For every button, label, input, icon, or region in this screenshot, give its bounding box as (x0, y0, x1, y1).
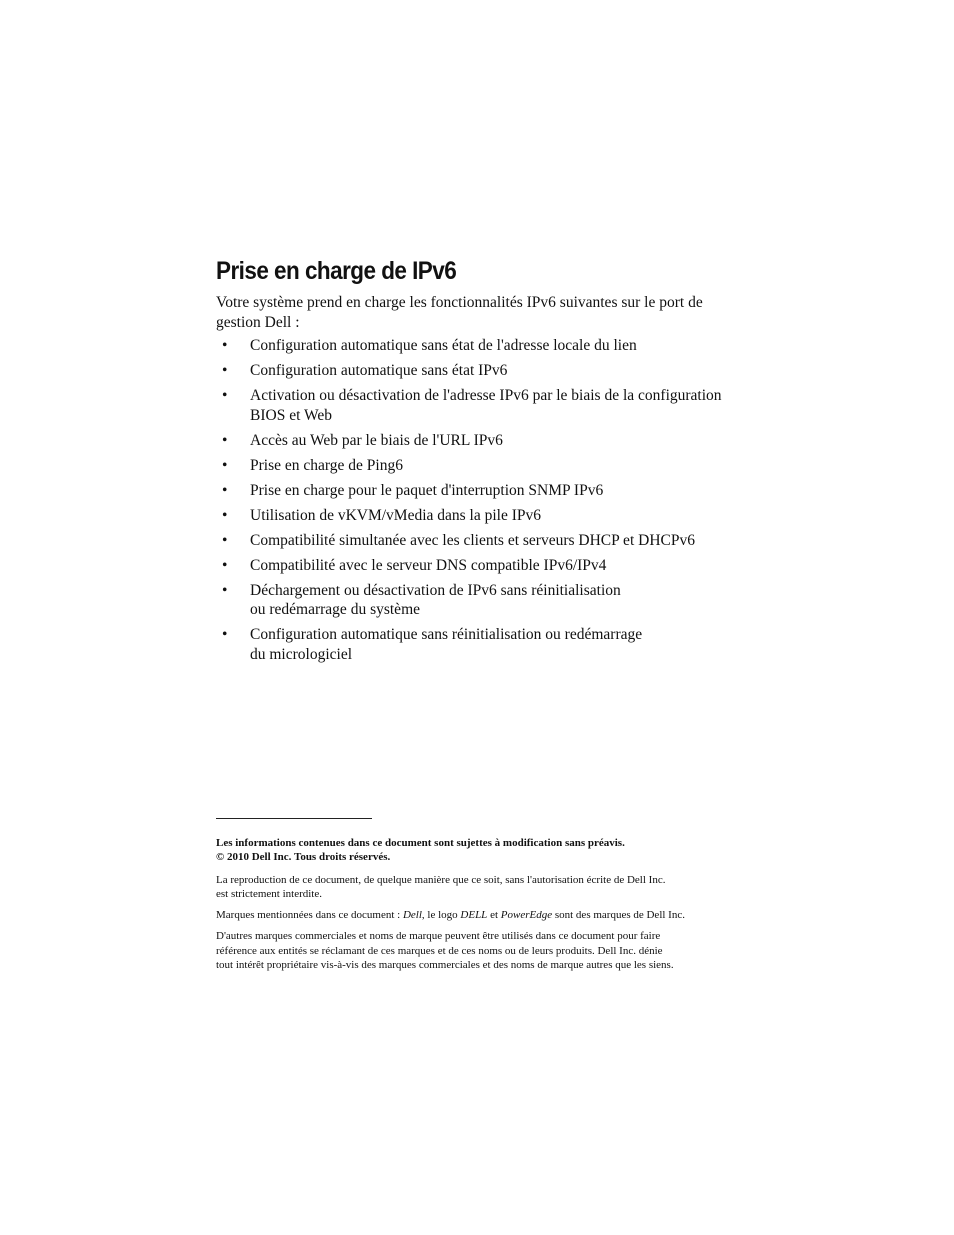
trademark-dell: Dell (402, 909, 422, 922)
list-item (216, 581, 746, 620)
bullet-icon: • (222, 506, 228, 524)
section-title: Prise en charge de IPv6 (216, 257, 457, 285)
change-notice (216, 836, 756, 865)
list-item (216, 625, 746, 664)
list-item-text: Compatibilité simultanée avec les clients et serveurs DHCP et DHCPv6 (250, 531, 695, 549)
bullet-icon: • (222, 387, 228, 404)
copyright-text: © 2010 Dell Inc. Tous droits réservés. (216, 851, 391, 864)
bullet-icon: • (222, 456, 228, 474)
reproduction-notice: La reproduction de ce document, de quelque manière que ce soit, sans l'autorisation écrite de Dell Inc. est strictement interdite. (216, 873, 666, 900)
list-item-text: Compatibilité avec le serveur DNS compatible IPv6/IPv4 (250, 556, 607, 574)
intro-paragraph: Votre système prend en charge les fonctionnalités IPv6 suivantes sur le port de gestion Dell : (216, 294, 703, 331)
bullet-icon: • (222, 337, 228, 354)
trademarks-notice (216, 908, 756, 922)
list-item-text: Utilisation de vKVM/vMedia dans la pile IPv6 (250, 506, 542, 524)
trademark-dell-logo: DELL (460, 909, 488, 922)
other-marks-notice: D'autres marques commerciales et noms de marque peuvent être utilisés dans ce document pour faire référence aux entités se réclamant de ces marques et de ces noms ou de leurs produits. Dell Inc. dénie tout intérêt propriétaire vis-à-vis des marques commerciales et des noms de marque autres que les siens. (216, 930, 674, 972)
bullet-icon: • (222, 531, 228, 549)
list-item (216, 506, 746, 526)
list-item (216, 431, 746, 451)
feature-list (216, 336, 746, 670)
list-item (216, 531, 746, 551)
bullet-icon: • (222, 556, 228, 574)
trademarks-suffix: sont des marques de Dell Inc. (552, 909, 685, 922)
list-item-text: Déchargement ou désactivation de IPv6 sans réinitialisation ou redémarrage du système (250, 581, 621, 618)
trademarks-separator: , le logo (421, 909, 461, 922)
list-item (216, 336, 746, 356)
list-item (216, 456, 746, 476)
list-item-text: Prise en charge de Ping6 (250, 456, 403, 474)
list-item (216, 386, 746, 425)
trademarks-separator: et (487, 909, 501, 922)
change-notice-text: Les informations contenues dans ce document sont sujettes à modification sans préavis. (216, 837, 625, 849)
trademark-poweredge: PowerEdge (500, 909, 553, 922)
list-item-text: Accès au Web par le biais de l'URL IPv6 (250, 431, 503, 449)
bullet-icon: • (222, 626, 228, 643)
bullet-icon: • (222, 431, 228, 449)
list-item-text: Configuration automatique sans état de l'adresse locale du lien (250, 337, 637, 354)
list-item-text: Configuration automatique sans réinitialisation ou redémarrage du micrologiciel (250, 626, 643, 663)
list-item (216, 361, 746, 381)
list-item-text: Configuration automatique sans état IPv6 (250, 362, 508, 379)
list-item-text: Activation ou désactivation de l'adresse IPv6 par le biais de la configuration BIOS et Web (250, 387, 722, 424)
bullet-icon: • (222, 581, 228, 599)
list-item (216, 481, 746, 501)
list-item (216, 556, 746, 576)
bullet-icon: • (222, 481, 228, 499)
legal-notice (216, 836, 756, 979)
footnote-divider (216, 818, 372, 819)
list-item-text: Prise en charge pour le paquet d'interruption SNMP IPv6 (250, 481, 604, 499)
bullet-icon: • (222, 362, 228, 379)
trademarks-prefix: Marques mentionnées dans ce document : (216, 909, 403, 922)
